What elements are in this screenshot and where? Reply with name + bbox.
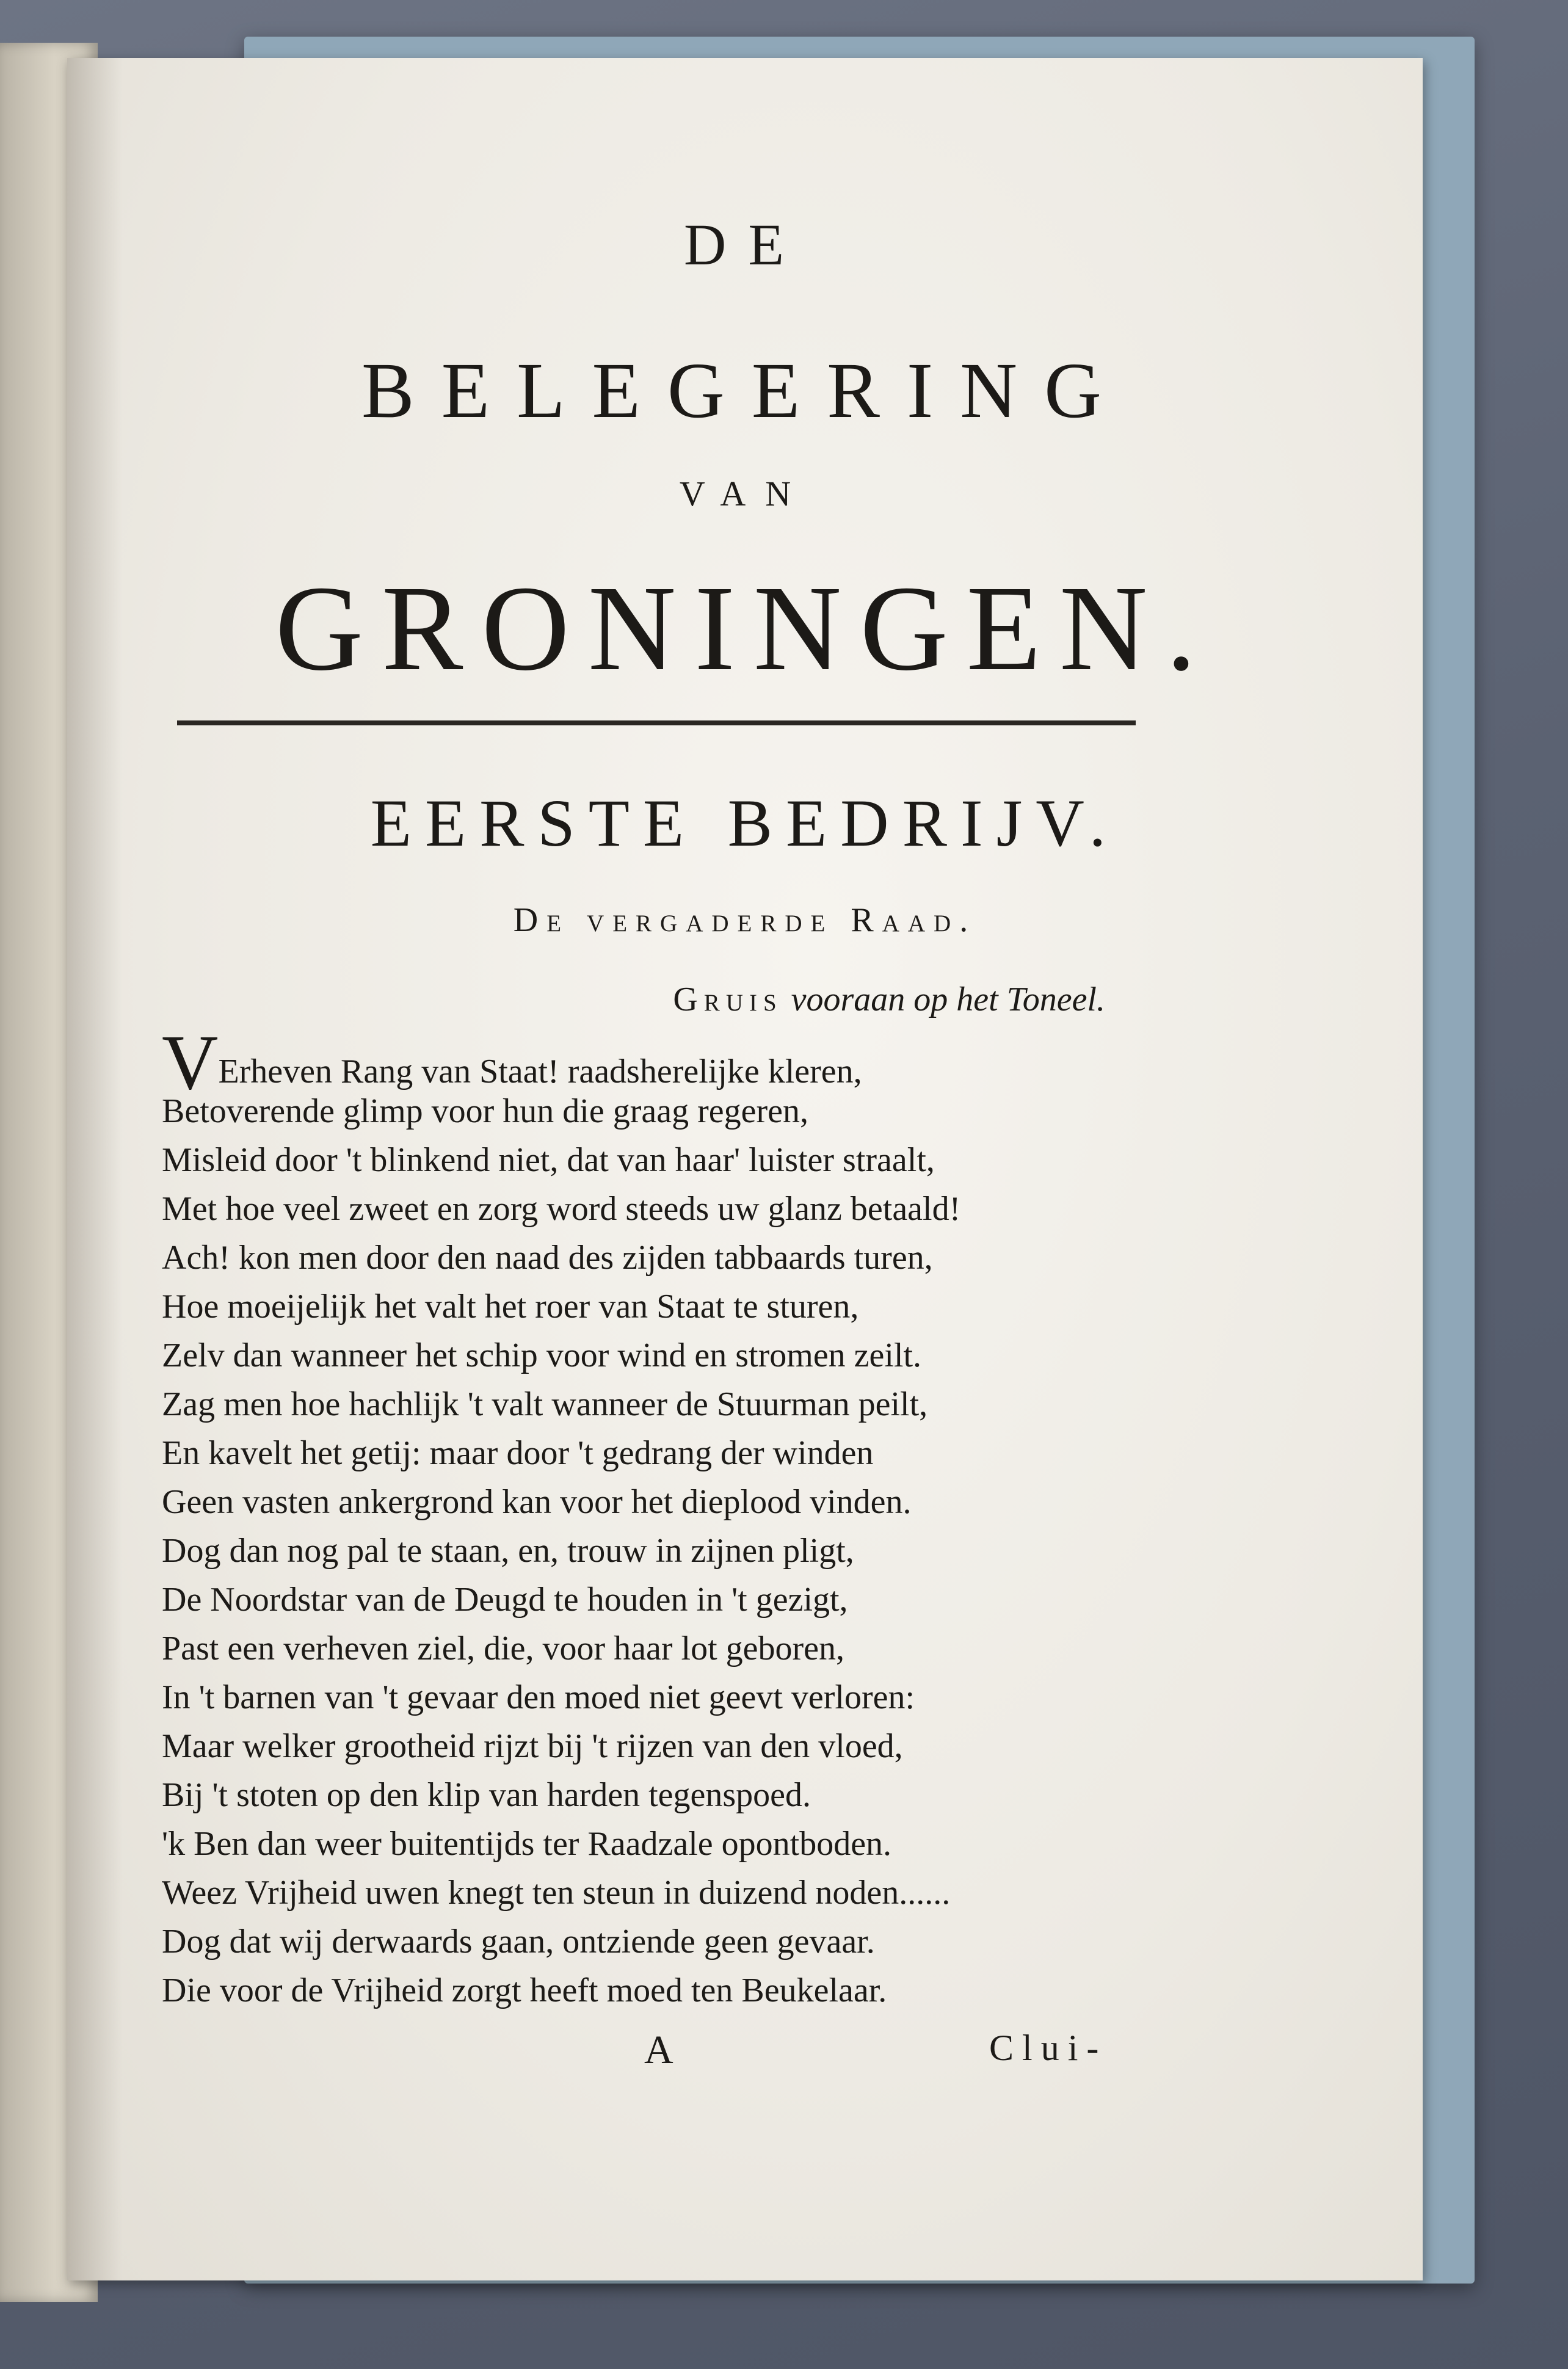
verse-line: Dog dat wij derwaards gaan, ontziende geen gevaar. [162,1923,875,1961]
verse-line: Hoe moeijelijk het valt het roer van Staat te sturen, [162,1288,859,1326]
book-page [67,58,1423,2280]
verse-line: Dog dan nog pal te staan, en, trouw in zijnen pligt, [162,1532,854,1570]
verse-line: De Noordstar van de Deugd te houden in 't gezigt, [162,1581,848,1619]
title-line-belegering: BELEGERING [361,347,1128,435]
verse-line: Misleid door 't blinkend niet, dat van haar' luister straalt, [162,1141,935,1179]
verse-line: Betoverende glimp voor hun die graag regeren, [162,1092,808,1130]
drop-cap: V [162,1019,219,1106]
act-heading: EERSTE BEDRIJV. [370,786,1120,860]
verse-line: Weez Vrijheid uwen knegt ten steun in duizend noden...... [162,1874,951,1912]
stage-direction [67,980,1423,1019]
verse-line-first-text: Erheven Rang van Staat! raadsherelijke kleren, [218,1053,862,1090]
verse-line: Met hoe veel zweet en zorg word steeds uw glanz betaald! [162,1190,961,1228]
title-line-groningen: GRONINGEN. [275,561,1215,696]
verse-line: 'k Ben dan weer buitentijds ter Raadzale opontboden. [162,1825,892,1863]
verse-line: Ach! kon men door den naad des zijden tabbaards turen, [162,1239,933,1277]
title-rule [177,720,1136,725]
verse-line: Zag men hoe hachlijk 't valt wanneer de Stuurman peilt, [162,1385,928,1423]
stage-direction-text: vooraan op het Toneel. [791,981,1105,1018]
title-line-van: VAN [679,474,811,513]
verse-line: Geen vasten ankergrond kan voor het dieplood vinden. [162,1483,912,1521]
verse-line: In 't barnen van 't gevaar den moed niet geevt verloren: [162,1678,915,1716]
verse-line: Die voor de Vrijheid zorgt heeft moed ten Beukelaar. [162,1972,887,2009]
stage-direction-name: Gruis [673,981,783,1018]
title-line-de: DE [684,212,806,277]
verse-line-first [162,1019,1212,1106]
catchword: Clui- [989,2028,1108,2068]
verse-line: Past een verheven ziel, die, voor haar lot geboren, [162,1630,845,1667]
verse-line: Bij 't stoten op den klip van harden tegenspoed. [162,1776,811,1814]
verse-line: En kavelt het getij: maar door 't gedrang der winden [162,1434,874,1472]
scene-heading: De vergaderde Raad. [513,901,977,939]
verse-body [162,1019,1212,2064]
verse-line: Zelv dan wanneer het schip voor wind en stromen zeilt. [162,1337,922,1374]
signature-mark: A [644,2028,673,2072]
verse-line: Maar welker grootheid rijzt bij 't rijzen van den vloed, [162,1727,903,1765]
